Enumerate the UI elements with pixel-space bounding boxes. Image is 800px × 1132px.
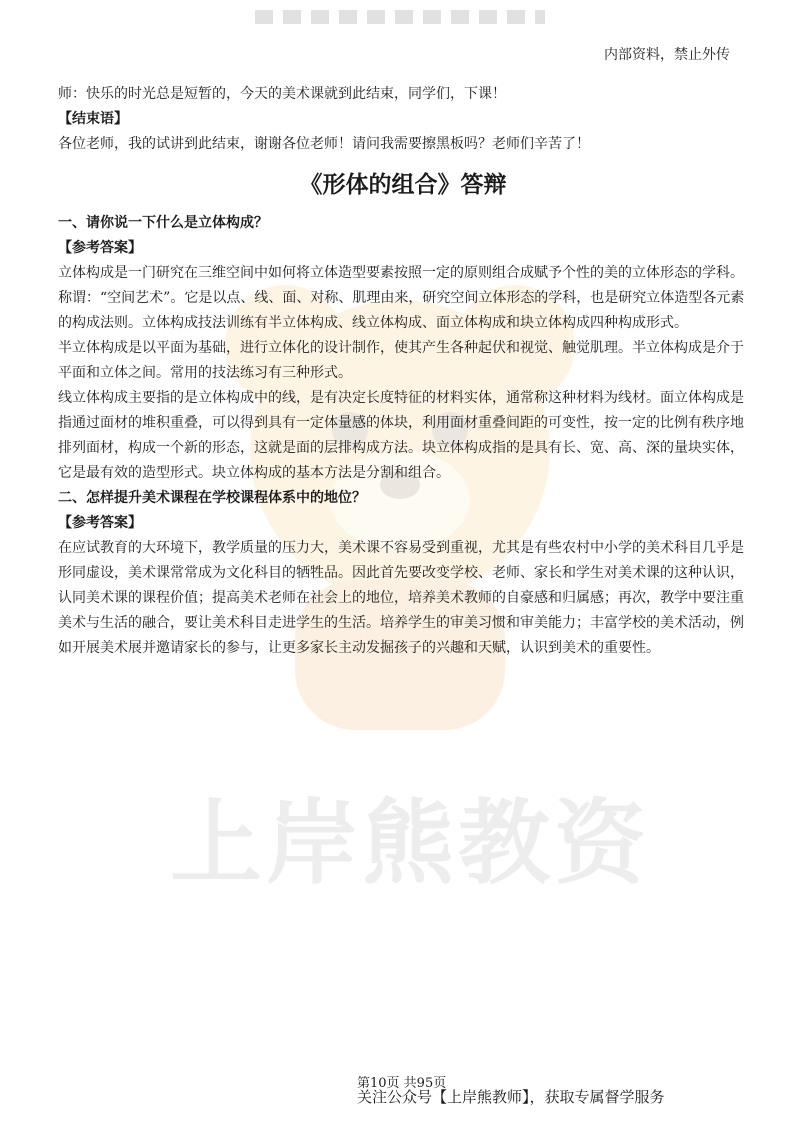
document-body [58,82,748,661]
page-number: 第10页 共95页 [357,1076,447,1091]
answer-1 [58,261,748,486]
header-note: 内部资料，禁止外传 [604,47,730,63]
page-title: 《形体的组合》答辩 [299,171,507,198]
teacher-line: 师：快乐的时光总是短暂的，今天的美术课就到此结束，同学们，下课！ [58,86,506,102]
answer-label-1: 【参考答案】 [58,240,142,256]
answer-2-paragraph: 在应试教育的大环境下，教学质量的压力大，美术课不容易受到重视，尤其是有些农村中小学的美术科目几乎是形同虚设，美术课常常成为文化科目的牺牲品。因此首先要改变学校、老师、家长和学生对美术课的这种认识，认同美术课的课程价值；提高美术老师在社会上的地位，培养美术教师的自豪感和归属感；再次，教学中要注重美术与生活的融合，要让美术科目走进学生的生活。培养学生的审美习惯和审美能力；丰富学校的美术活动，例如开展美术展并邀请家长的参与，让更多家长主动发掘孩子的兴趣和天赋，认识到美术的重要性。 [58,540,744,656]
footer-notice: 关注公众号【上岸熊教师】，获取专属督学服务 [357,1088,665,1106]
answer-1-paragraph: 立体构成是一门研究在三维空间中如何将立体造型要素按照一定的原则组合成赋予个性的美的立体形态的学科。称谓：“空间艺术”。它是以点、线、面、对称、肌理由来，研究空间立体形态的学科，也是研究立体造型各元素的构成法则。立体构成技法训练有半立体构成、线立体构成、面立体构成和块立体构成四种构成形式。 [58,265,745,331]
closing-label: 【结束语】 [58,111,128,127]
answer-label-2: 【参考答案】 [58,515,142,531]
question-2: 二、怎样提升美术课程在学校课程体系中的地位？ [58,490,366,506]
header-smudge [255,10,545,24]
closing-text: 各位老师，我的试讲到此结束，谢谢各位老师！请问我需要擦黑板吗？老师们辛苦了！ [58,136,590,152]
watermark-text: 上岸熊教资 [169,790,650,897]
answer-2 [58,536,748,661]
answer-1-paragraph: 半立体构成是以平面为基础，进行立体化的设计制作，使其产生各种起伏和视觉、触觉肌理。半立体构成是介于平面和立体之间。常用的技法练习有三种形式。 [58,340,744,381]
answer-1-paragraph: 线立体构成主要指的是立体构成中的线，是有决定长度特征的材料实体，通常称这种材料为线材。面立体构成是指通过面材的堆积重叠，可以得到具有一定体量感的体块，利用面材重叠间距的可变性，按一定的比例有秩序地排列面材，构成一个新的形态，这就是面的层排构成方法。块立体构成指的是具有长、宽、高、深的量块实体，它是最有效的造型形式。块立体构成的基本方法是分割和组合。 [58,390,744,481]
question-1: 一、请你说一下什么是立体构成？ [58,215,268,231]
